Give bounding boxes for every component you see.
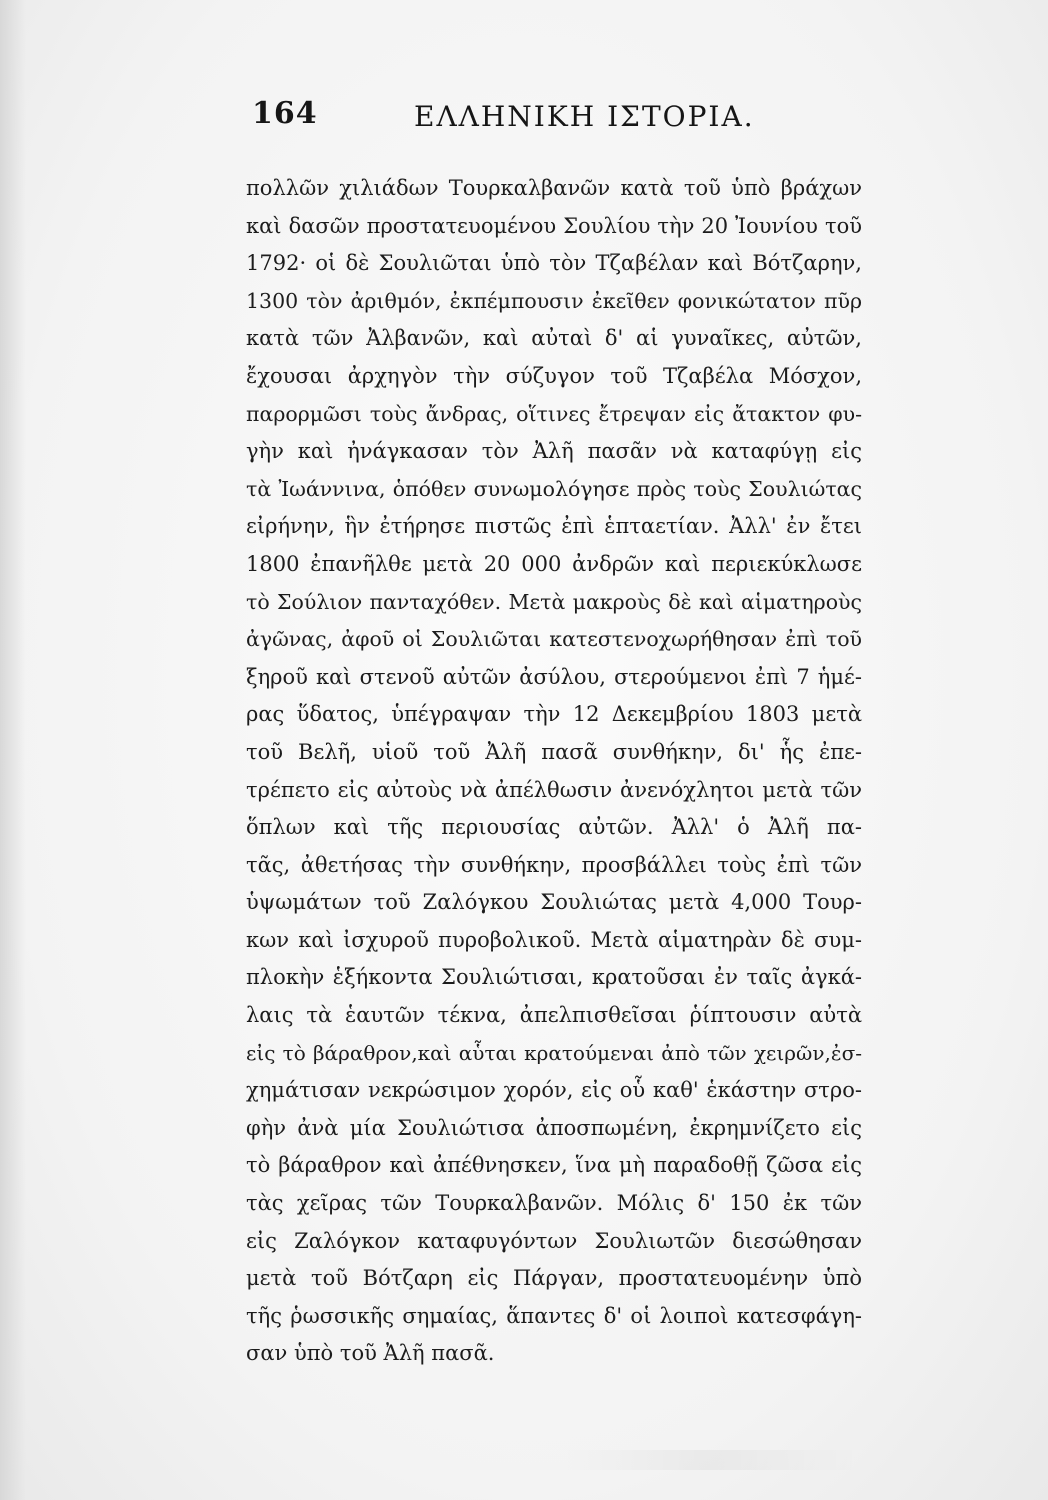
text-line: εἰς Ζαλόγκον καταφυγόντων Σουλιωτῶν διεσώθησαν [246,1228,862,1253]
text-line: πλοκὴν ἑξήκοντα Σουλιώτισαι, κρατοῦσαι ἐν ταῖς ἀγκά- [246,965,862,990]
text-line: εἰρήνην, ἣν ἐτήρησε πιστῶς ἐπὶ ἑπταετίαν. Ἀλλ' ἐν ἔτει [246,514,862,539]
text-line: 1300 τὸν ἀριθμόν, ἐκπέμπουσιν ἐκεῖθεν φονικώτατον πῦρ [246,288,862,313]
text-line: 1792· οἱ δὲ Σουλιῶται ὑπὸ τὸν Τζαβέλαν καὶ Βότζαρην, [246,251,862,276]
text-line: λαις τὰ ἑαυτῶν τέκνα, ἀπελπισθεῖσαι ῥίπτουσιν αὐτὰ [246,1003,862,1028]
running-title: ΕΛΛΗΝΙΚΗ ΙΣΤΟΡΙΑ. [414,100,755,133]
page-number: 164 [252,96,318,131]
body-text [246,170,862,1373]
text-line: γὴν καὶ ἠνάγκασαν τὸν Ἀλῆ πασᾶν νὰ καταφύγῃ εἰς [246,439,862,464]
text-line: ὅπλων καὶ τῆς περιουσίας αὐτῶν. Ἀλλ' ὁ Ἀλῆ πα- [246,815,862,840]
text-line: ρας ὕδατος, ὑπέγραψαν τὴν 12 Δεκεμβρίου 1803 μετὰ [246,702,862,727]
text-line: τῆς ῥωσσικῆς σημαίας, ἅπαντες δ' οἱ λοιποὶ κατεσφάγη- [246,1303,862,1328]
text-line: ὑψωμάτων τοῦ Ζαλόγκου Σουλιώτας μετὰ 4,000 Τουρ- [246,890,862,915]
text-line: φὴν ἀνὰ μία Σουλιώτισα ἀποσπωμένη, ἐκρημνίζετο εἰς [246,1115,862,1140]
text-line-last: σαν ὑπὸ τοῦ Ἀλῆ πασᾶ. [246,1341,495,1366]
bleed-through-shadow [560,1450,860,1470]
text-line: εἰς τὸ βάραθρον,καὶ αὗται κρατούμεναι ἀπὸ τῶν χειρῶν,ἐσ- [246,1040,862,1065]
page-header [252,96,852,156]
text-line: μετὰ τοῦ Βότζαρη εἰς Πάργαν, προστατευομένην ὑπὸ [246,1266,862,1291]
page-edge-shadow [0,0,26,1500]
text-line: ξηροῦ καὶ στενοῦ αὐτῶν ἀσύλου, στερούμενοι ἐπὶ 7 ἡμέ- [246,664,862,689]
text-line: τοῦ Βελῆ, υἱοῦ τοῦ Ἀλῆ πασᾶ συνθήκην, δι' ἧς ἐπε- [246,739,862,764]
text-line: ἀγῶνας, ἀφοῦ οἱ Σουλιῶται κατεστενοχωρήθησαν ἐπὶ τοῦ [246,627,862,652]
text-line: τὰς χεῖρας τῶν Τουρκαλβανῶν. Μόλις δ' 150 ἐκ τῶν [246,1191,862,1216]
text-line: κατὰ τῶν Ἀλβανῶν, καὶ αὐταὶ δ' αἱ γυναῖκες, αὐτῶν, [246,326,862,351]
text-line: τρέπετο εἰς αὐτοὺς νὰ ἀπέλθωσιν ἀνενόχλητοι μετὰ τῶν [246,777,862,802]
text-line: καὶ δασῶν προστατευομένου Σουλίου τὴν 20 Ἰουνίου τοῦ [246,213,862,238]
text-line: πολλῶν χιλιάδων Τουρκαλβανῶν κατὰ τοῦ ὑπὸ βράχων [246,176,862,200]
text-line: ἔχουσαι ἀρχηγὸν τὴν σύζυγον τοῦ Τζαβέλα Μόσχον, [246,363,862,388]
text-line: κων καὶ ἰσχυροῦ πυροβολικοῦ. Μετὰ αἱματηρὰν δὲ συμ- [246,927,862,952]
text-line: τὸ βάραθρον καὶ ἀπέθνησκεν, ἵνα μὴ παραδοθῇ ζῶσα εἰς [246,1153,862,1178]
text-line: χημάτισαν νεκρώσιμον χορόν, εἰς οὗ καθ' ἑκάστην στρο- [246,1078,862,1103]
text-line: τὸ Σούλιον πανταχόθεν. Μετὰ μακροὺς δὲ καὶ αἱματηροὺς [246,589,862,614]
text-line: παρορμῶσι τοὺς ἄνδρας, οἵτινες ἔτρεψαν εἰς ἄτακτον φυ- [246,401,862,426]
text-line: τᾶς, ἀθετήσας τὴν συνθήκην, προσβάλλει τοὺς ἐπὶ τῶν [246,852,862,877]
text-line: τὰ Ἰωάννινα, ὁπόθεν συνωμολόγησε πρὸς τοὺς Σουλιώτας [246,476,862,501]
text-line: 1800 ἐπανῆλθε μετὰ 20 000 ἀνδρῶν καὶ περιεκύκλωσε [246,551,862,576]
